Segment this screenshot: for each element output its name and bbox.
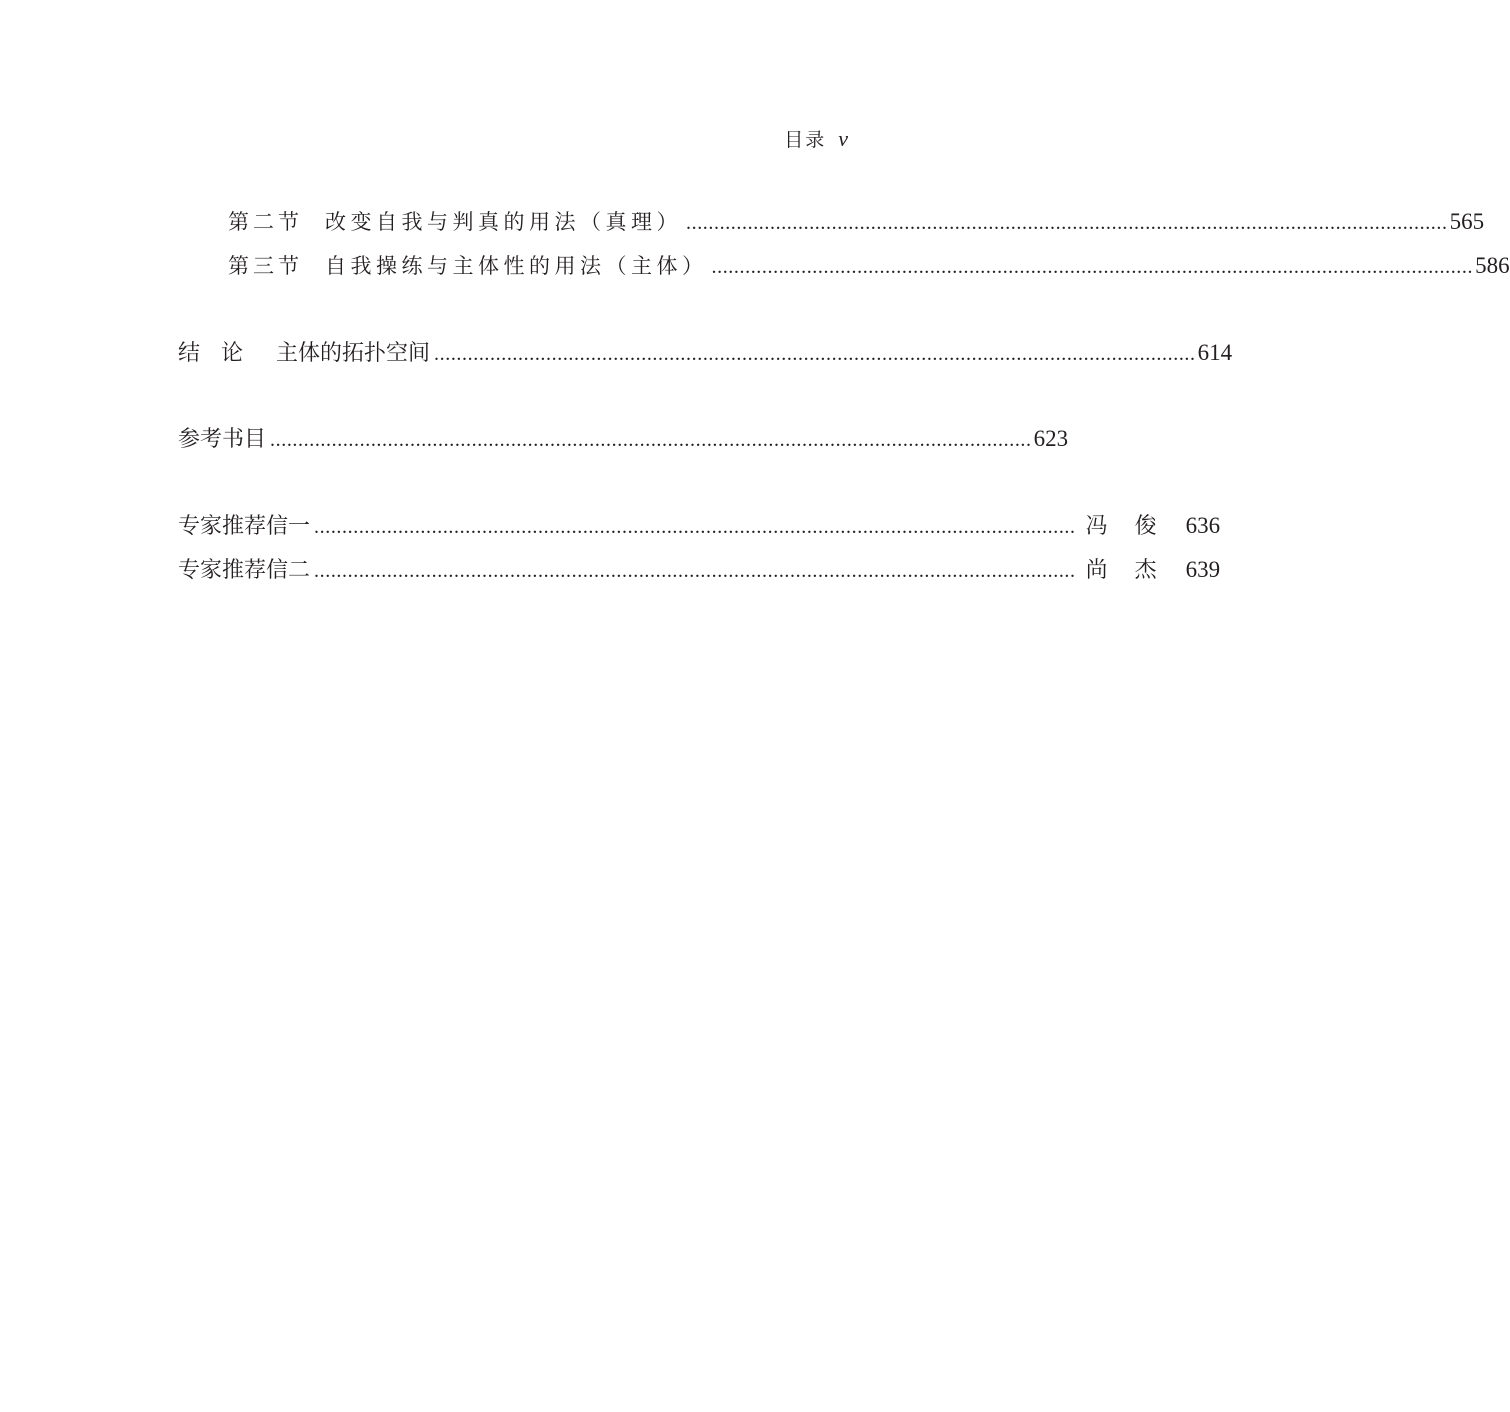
toc-entry-section-2[interactable] — [228, 205, 1485, 239]
toc-author: 冯俊 — [1085, 514, 1184, 539]
toc-section-number: 第三节 — [228, 254, 303, 278]
dot-leader: ........................................................................................................................................ — [711, 256, 1474, 278]
toc-entry-letter-2[interactable] — [178, 553, 1221, 587]
toc-entry-bibliography[interactable] — [178, 422, 1069, 456]
toc-entry-letter-1[interactable] — [178, 509, 1221, 543]
dot-leader: ........................................................................................................................................ — [314, 560, 1076, 582]
running-header-page-number: v — [838, 126, 848, 151]
toc-page-number: 623 — [1033, 426, 1069, 451]
toc-section-title: 改变自我与判真的用法（真理） — [325, 210, 682, 234]
dot-leader: ........................................................................................................................................ — [270, 429, 1032, 451]
toc-chapter-title: 主体的拓扑空间 — [276, 341, 431, 366]
toc-chapter-number: 结论 — [178, 341, 265, 366]
toc-page-number: 586 — [1475, 253, 1510, 278]
dot-leader: ........................................................................................................................................ — [434, 343, 1196, 365]
toc-section-title: 自我操练与主体性的用法（主体） — [325, 254, 708, 278]
toc-author: 尚杰 — [1085, 558, 1184, 583]
dot-leader: ........................................................................................................................................ — [686, 212, 1448, 234]
toc-section-number: 第二节 — [228, 210, 303, 234]
toc-page-number: 614 — [1197, 340, 1233, 365]
running-header — [784, 124, 848, 155]
toc-chapter-title: 专家推荐信一 — [178, 514, 311, 539]
toc-entry-section-3[interactable] — [228, 249, 1510, 283]
toc-chapter-title: 专家推荐信二 — [178, 558, 311, 583]
toc-entry-conclusion[interactable] — [178, 336, 1233, 370]
running-header-title: 目录 — [784, 129, 827, 151]
toc-page-number: 636 — [1185, 513, 1221, 538]
toc-page-number: 639 — [1185, 557, 1221, 582]
dot-leader: ........................................................................................................................................ — [314, 516, 1076, 538]
toc-page-number: 565 — [1449, 209, 1485, 234]
toc-chapter-title: 参考书目 — [178, 427, 267, 452]
